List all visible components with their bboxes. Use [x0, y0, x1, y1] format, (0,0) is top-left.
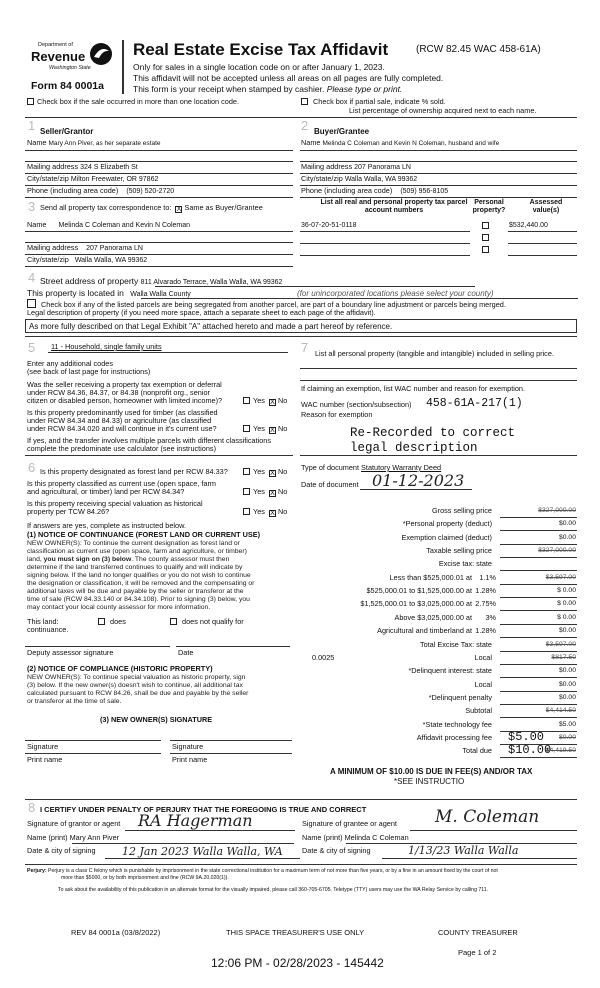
- tax-row-line: [500, 557, 577, 558]
- form-revision: REV 84 0001a (03/8/2022): [71, 928, 161, 937]
- seller-heading: Seller/Grantor: [40, 127, 94, 136]
- section-2-number: 2: [301, 118, 309, 133]
- tax-row-value[interactable]: $3,597.00: [545, 640, 576, 648]
- perjury-line-2: more than $5000, or by both imprisonment and fine (RCW 9A.20.020(1)).: [61, 875, 229, 881]
- seller-city-field[interactable]: Milton Freewater, OR 97862: [70, 176, 159, 183]
- revenue-emblem-icon: [88, 42, 114, 66]
- tax-row-label: Gross selling price: [431, 506, 492, 515]
- seller-mail-field[interactable]: 324 S Elizabeth St: [80, 164, 138, 171]
- grantor-name-label: Name (print): [27, 833, 68, 842]
- exemption-q-b: under RCW 84.36, 84.37, or 84.38 (nonprofit org., senior: [27, 388, 210, 397]
- grantor-name-row: [27, 834, 119, 843]
- tax-row-label: Local: [474, 652, 492, 662]
- exemption-yes-no[interactable]: [243, 397, 287, 406]
- tax-row-value[interactable]: $0.00: [558, 733, 576, 741]
- no-checkbox[interactable]: X: [270, 470, 275, 477]
- not-qualify-label: does not qualify for: [182, 617, 244, 626]
- grantor-signature[interactable]: RA Hagerman: [138, 811, 253, 830]
- doc-date-label: Date of document: [301, 480, 359, 489]
- exemption-reason-2[interactable]: legal description: [350, 441, 478, 455]
- grantee-signature[interactable]: M. Coleman: [435, 807, 540, 827]
- buyer-mail-field[interactable]: 207 Panorama LN: [354, 164, 411, 171]
- yes-label: Yes: [253, 424, 265, 433]
- does-label: does: [110, 617, 126, 626]
- tax-row-label: Agricultural and timberland at: [377, 626, 472, 636]
- doc-type-label: Type of document: [301, 463, 360, 472]
- timber-q-b: under RCW 84.34 and 84.33) or agriculture (as classified: [27, 416, 212, 425]
- no-label: No: [277, 507, 288, 516]
- tax-row-value[interactable]: $4,414.50: [545, 707, 576, 715]
- personal-col-header: Personal property?: [472, 199, 506, 215]
- no-label: No: [277, 467, 288, 476]
- tax-row-label: Exemption claimed (deduct): [401, 532, 492, 542]
- tax-row-label: $525,000.01 to $1,525,000.00 at: [366, 586, 472, 596]
- deputy-signature-label: Deputy assessor signature: [27, 648, 114, 657]
- assessed-col-header: Assessed value(s): [529, 199, 563, 215]
- tax-row-label: $1,525,000.01 to $3,025,000.00 at: [360, 599, 472, 609]
- seller-mail-label: Mailing address: [27, 162, 79, 171]
- title-ref: (RCW 82.45 WAC 458-61A): [416, 44, 541, 55]
- tax-row-line: [500, 624, 577, 625]
- date-grantor-label: Date & city of signing: [27, 846, 96, 855]
- notice-2-line: (3) below. If the new owner(s) doesn't wish to continue, all additional tax: [27, 682, 243, 689]
- owner-signature-label-2: Signature: [172, 742, 204, 751]
- tax-row-value[interactable]: $ 0.00: [557, 587, 576, 595]
- corr-name-field[interactable]: Melinda C Coleman and Kevin N Coleman: [58, 222, 191, 229]
- yes-label: Yes: [253, 507, 265, 516]
- notice-1-line: additional taxes will be due and payable by the seller or transferor at the: [27, 588, 244, 595]
- tax-row-line: [500, 677, 577, 678]
- corr-city-field[interactable]: Walla Walla, WA 99362: [74, 257, 148, 264]
- tax-row-value[interactable]: $0.00: [558, 520, 576, 528]
- county-note: (for unincorporated locations please select your county): [297, 289, 494, 298]
- exemption-reason-1[interactable]: Re-Recorded to correct: [350, 426, 516, 440]
- this-land-label: This land:: [27, 617, 59, 626]
- seller-name-field[interactable]: Mary Ann Piver, as her separate estate: [48, 140, 161, 147]
- tax-row-line: [500, 570, 577, 571]
- personal-checkbox-1[interactable]: [482, 222, 492, 231]
- county-field[interactable]: Walla Walla County: [130, 291, 191, 298]
- perjury-heading: Perjury:: [27, 868, 49, 874]
- tax-row-value[interactable]: $0.00: [558, 627, 576, 635]
- grantee-name-label: Name (print): [302, 833, 343, 842]
- additional-codes-label: Enter any additional codes: [27, 359, 113, 368]
- tax-row-line: [500, 704, 577, 705]
- tax-row-label: Total Excise Tax: state: [419, 639, 492, 649]
- doc-type-field[interactable]: Statutory Warranty Deed: [361, 463, 442, 472]
- historic-q-b: property per TCW 84.26?: [27, 507, 110, 516]
- tax-rate: 3%: [485, 612, 496, 622]
- buyer-city-field[interactable]: Walla Walla, WA 99362: [344, 176, 418, 183]
- tax-row-label: Subtotal: [465, 706, 492, 716]
- section-1-number: 1: [28, 118, 36, 133]
- no-label: No: [277, 424, 288, 433]
- buyer-heading: Buyer/Grantee: [314, 127, 370, 136]
- tax-row-label: Taxable selling price: [426, 546, 492, 556]
- notice-1-line: classification as current use (open space, farm and agriculture, or timber): [27, 548, 247, 555]
- grantor-date-city[interactable]: 12 Jan 2023 Walla Walla, WA: [122, 845, 283, 858]
- header-line-2: This affidavit will not be accepted unless all areas on all pages are fully completed.: [133, 73, 444, 83]
- deputy-date-label: Date: [178, 648, 194, 657]
- seller-city-row: [27, 175, 158, 184]
- header-line-3: [133, 84, 402, 94]
- tax-row-label: Affidavit processing fee: [416, 732, 492, 742]
- section-4-number: 4: [28, 270, 36, 285]
- no-checkbox[interactable]: X: [270, 399, 275, 406]
- handwritten-amount[interactable]: $10.00: [508, 743, 552, 758]
- no-checkbox[interactable]: X: [270, 427, 275, 434]
- tax-row-line: [500, 651, 577, 652]
- section-8-number: 8: [28, 800, 36, 815]
- tax-row-line: [500, 517, 577, 518]
- no-label: No: [277, 487, 288, 496]
- new-owner-signature-title: (3) NEW OWNER(S) SIGNATURE: [100, 715, 213, 724]
- personal-checkbox-3[interactable]: [482, 246, 492, 255]
- header-line-1: Only for sales in a single location code on or after January 1, 2023.: [133, 62, 385, 72]
- minimum-due-note: A MINIMUM OF $10.00 IS DUE IN FEE(S) AND/OR TAX: [330, 767, 533, 776]
- legal-description-box[interactable]: [25, 319, 577, 333]
- historic-q-a: Is this property receiving special valuation as historical: [27, 499, 203, 508]
- seller-city-label: City/state/zip: [27, 174, 69, 183]
- personal-property-label: List all personal property (tangible and intangible) included in selling price.: [315, 349, 554, 358]
- notice-1-part: land,: [27, 556, 44, 563]
- corr-mail-field[interactable]: 207 Panorama LN: [86, 245, 143, 252]
- buyer-phone-label: Phone (including area code): [301, 186, 393, 195]
- tax-row-line: [500, 584, 577, 585]
- parcel-number[interactable]: 36-07-20-51-0118: [301, 222, 357, 229]
- corr-name-label: Name: [27, 220, 47, 229]
- tax-row-label: *Delinquent interest: state: [408, 666, 492, 676]
- tax-row-value[interactable]: $ 0.00: [557, 600, 576, 608]
- corr-name-row: [27, 221, 190, 230]
- timber-q-a: Is this property predominantly used for timber (as classified: [27, 408, 218, 417]
- tax-row-line: [500, 757, 577, 758]
- ada-note: To ask about the availability of this publication in an alternate format for the visually impaired, please call 360-705-6705. Teletype (TTY) users may use the WA Relay Service by calling 711.: [58, 887, 489, 893]
- wac-number[interactable]: 458-61A-217(1): [426, 397, 523, 410]
- partial-sale-note: List percentage of ownership acquired next to each name.: [349, 106, 537, 115]
- notice-1-line: time of sale (RCW 84.33.140 or 84.34.108). Prior to signing (3) below, you: [27, 596, 250, 603]
- grantor-name[interactable]: Mary Ann Piver: [69, 833, 120, 842]
- tax-row-value[interactable]: $0.00: [558, 693, 576, 701]
- handwritten-amount[interactable]: $5.00: [508, 729, 545, 744]
- tax-row-value[interactable]: $5.00: [558, 720, 576, 728]
- tax-row-value[interactable]: $0.00: [558, 680, 576, 688]
- buyer-name-label: Name: [301, 138, 321, 147]
- correspondence-label: Send all property tax correspondence to:: [40, 203, 172, 212]
- corr-city-label: City/state/zip: [27, 255, 69, 264]
- grantee-name[interactable]: Melinda C Coleman: [344, 833, 409, 842]
- land-does-checkbox[interactable]: [98, 618, 126, 627]
- legal-description: As more fully described on that Legal Exhibit "A" attached hereto and made a part hereof by reference.: [29, 322, 393, 331]
- seller-name-row: [27, 139, 161, 148]
- forest-question: Is this property designated as forest land per RCW 84.33?: [40, 467, 228, 476]
- exemption-q-c: citizen or disabled person, homeowner with limited income)?: [27, 396, 223, 405]
- tax-rate: 1.28%: [475, 586, 496, 596]
- notice-compliance-title: (2) NOTICE OF COMPLIANCE (HISTORIC PROPERTY): [27, 664, 213, 673]
- tax-row-label: *Personal property (deduct): [402, 519, 492, 529]
- current-use-q-b: and agricultural, or timber) land per RCW 84.34?: [27, 487, 185, 496]
- notice-1-line: determine if the land transferred continues to qualify and will indicate by: [27, 564, 243, 571]
- no-label: No: [277, 396, 288, 405]
- tax-row-label: *State technology fee: [422, 719, 492, 729]
- current-use-yes-no[interactable]: [243, 488, 287, 497]
- notice-continuance-title: (1) NOTICE OF CONTINUANCE (FOREST LAND OR CURRENT USE): [27, 530, 261, 539]
- buyer-city-label: City/state/zip: [301, 174, 343, 183]
- treasurer-use-note: THIS SPACE TREASURER'S USE ONLY: [226, 928, 365, 937]
- partial-sale-label: Check box if partial sale, indicate % sold.: [313, 97, 446, 106]
- multi-parcel-note-b: complete the predominate use calculator (see instructions): [27, 444, 217, 453]
- county-treasurer-label: COUNTY TREASURER: [438, 928, 518, 937]
- tax-row-value[interactable]: $817.50: [551, 653, 576, 661]
- sig-grantor-label: Signature of grantor or agent: [27, 819, 121, 828]
- logo-revenue-text: Revenue: [31, 49, 86, 64]
- tax-row-value[interactable]: $4,419.50: [545, 747, 576, 755]
- seller-name-label: Name: [27, 138, 47, 147]
- owner-print-name-label: Print name: [27, 755, 63, 764]
- tax-row-value[interactable]: $3,597.00: [545, 573, 576, 581]
- grantee-name-row: [302, 834, 409, 843]
- tax-row-value[interactable]: $327,000.00: [538, 507, 576, 514]
- multi-parcel-note-a: If yes, and the transfer involves multiple parcels with different classifications: [27, 436, 272, 445]
- buyer-mail-label: Mailing address: [301, 162, 353, 171]
- tax-row-label: Above $3,025,000.00 at: [394, 612, 472, 622]
- local-rate: 0.0025: [312, 652, 335, 662]
- logo-dept-text: Department of: [38, 42, 73, 48]
- tax-row-line: [500, 544, 577, 545]
- tax-row-line: [500, 530, 577, 531]
- section-5-number: 5: [28, 340, 36, 355]
- notice-1-line: may contact your local county assessor for more information.: [27, 604, 211, 611]
- notice-1-line: signing below. If the land no longer qualifies or you do not wish to continue: [27, 572, 251, 579]
- tax-row-label: Local: [474, 679, 492, 689]
- receipt-stamp: 12:06 PM - 02/28/2023 - 145442: [211, 956, 384, 970]
- page-title: Real Estate Excise Tax Affidavit: [133, 40, 389, 59]
- notice-2-line: NEW OWNER(S): To continue special valuation as historic property, sign: [27, 674, 246, 681]
- section-7-number: 7: [301, 340, 309, 355]
- same-as-buyer-label: Same as Buyer/Grantee: [184, 203, 263, 212]
- certify-statement: I CERTIFY UNDER PENALTY OF PERJURY THAT THE FOREGOING IS TRUE AND CORRECT: [40, 805, 367, 814]
- tax-row-line: [500, 664, 577, 665]
- street-label: Street address of property: [40, 276, 139, 286]
- notice-1-line: the designation or classification, it will be removed and the compensating or: [27, 580, 255, 587]
- tax-row-line: [500, 717, 577, 718]
- perjury-line-1: [27, 868, 498, 874]
- tax-row-value[interactable]: $0.00: [558, 533, 576, 541]
- revenue-logo: [30, 42, 118, 76]
- continuance-label: continuance.: [27, 625, 69, 634]
- tax-row-value[interactable]: $ 0.00: [557, 613, 576, 621]
- seller-mail-row: [27, 163, 138, 172]
- historic-yes-no[interactable]: [243, 508, 287, 517]
- notice-2-line: calculated pursuant to RCW 84.26, shall be due and payable by the seller: [27, 690, 249, 697]
- notice-2-line: or transferor at the time of sale.: [27, 698, 122, 705]
- tax-row-value[interactable]: $0.00: [558, 667, 576, 675]
- buyer-name-field[interactable]: Melinda C Coleman and Kevin N Coleman, husband and wife: [322, 140, 500, 147]
- reason-label: Reason for exemption: [301, 410, 373, 419]
- multi-location-checkbox[interactable]: [27, 98, 239, 107]
- buyer-city-row: [301, 175, 417, 184]
- section-6-number: 6: [28, 460, 36, 475]
- logo-state-text: Washington State: [49, 65, 91, 71]
- notice-1-line: [27, 556, 229, 564]
- exemption-q-a: Was the seller receiving a property tax exemption or deferral: [27, 380, 222, 389]
- yes-label: Yes: [253, 467, 265, 476]
- legal-note: Legal description of property (if you need more space, attach a separate sheet to each page of the affidavit).: [27, 308, 376, 317]
- buyer-phone-row: [301, 187, 448, 196]
- yes-label: Yes: [253, 396, 265, 405]
- tax-row-value[interactable]: $327,000.00: [538, 547, 576, 555]
- notice-1-line: NEW OWNER(S): To continue the current designation as forest land or: [27, 540, 240, 547]
- no-checkbox[interactable]: X: [270, 490, 275, 497]
- tax-row-label: Less than $525,000.01 at: [389, 572, 472, 582]
- no-checkbox[interactable]: X: [270, 510, 275, 517]
- sig-grantee-label: Signature of grantee or agent: [302, 819, 397, 828]
- multi-location-label: Check box if the sale occurred in more than one location code.: [37, 97, 239, 106]
- seller-phone-label: Phone (including area code): [27, 186, 119, 195]
- wac-label: WAC number (section/subsection): [301, 400, 412, 409]
- street-field[interactable]: 811 Alvarado Terrace, Walla Walla, WA 99362: [140, 279, 283, 286]
- header-line-3-b: Please type or print.: [326, 84, 403, 94]
- corr-mail-label: Mailing address: [27, 243, 79, 252]
- tax-row-label: Excise tax: state: [438, 559, 492, 569]
- see-instructions-note: *SEE INSTRUCTIO: [394, 777, 465, 786]
- tax-row-label: *Delinquent penalty: [428, 692, 492, 702]
- doc-date-field[interactable]: 01-12-2023: [372, 471, 465, 490]
- tax-row-line: [500, 597, 577, 598]
- perjury-text: Perjury is a class C felony which is punishable by imprisonment in the state correctional institution for a maximum term of not more than five years, or by a fine in an amount fixed by the court of not: [48, 868, 498, 874]
- page-number: Page 1 of 2: [458, 948, 497, 957]
- see-back-label: (see back of last page for instructions): [27, 367, 151, 376]
- section-3-number: 3: [28, 199, 36, 214]
- timber-yes-no[interactable]: [243, 425, 287, 434]
- form-id: Form 84 0001a: [31, 80, 104, 92]
- yes-label: Yes: [253, 487, 265, 496]
- assessed-value[interactable]: $532,440.00: [509, 222, 548, 229]
- personal-checkbox-2[interactable]: [482, 234, 492, 243]
- segregated-label: Check box if any of the listed parcels are being segregated from another parcel, are part of a boundary line adjustment or parcels being merged.: [41, 300, 506, 309]
- buyer-name-row: [301, 139, 499, 148]
- tax-row-line: [500, 691, 577, 692]
- current-use-q-a: Is this property classified as current use (open space, farm: [27, 479, 216, 488]
- tax-rate: 2.75%: [475, 599, 496, 609]
- tax-row-label: Total due: [462, 746, 492, 756]
- land-not-qualify-checkbox[interactable]: [170, 618, 244, 627]
- header-line-3-a: This form is your receipt when stamped by cashier.: [133, 84, 327, 94]
- corr-city-row: [27, 256, 147, 265]
- grantee-date-city[interactable]: 1/13/23 Walla Walla: [408, 844, 519, 857]
- notice-1-part: . The county assessor must then: [131, 556, 230, 563]
- tax-rate: 1.1%: [479, 572, 496, 582]
- forest-yes-no[interactable]: [243, 468, 287, 477]
- exemption-claim-label: If claiming an exemption, list WAC number and reason for exemption.: [301, 384, 526, 393]
- land-use-code[interactable]: 11 - Household, single family units: [51, 342, 162, 351]
- owner-signature-label: Signature: [27, 742, 59, 751]
- buyer-mail-row: [301, 163, 411, 172]
- corr-mail-row: [27, 244, 143, 253]
- seller-phone-row: [27, 187, 174, 196]
- owner-print-name-label-2: Print name: [172, 755, 208, 764]
- date-grantee-label: Date & city of signing: [302, 846, 371, 855]
- if-yes-note: If answers are yes, complete as instructed below.: [27, 521, 186, 530]
- located-label: This property is located in: [27, 288, 124, 298]
- tax-row-line: [500, 637, 577, 638]
- tax-rate: 1.28%: [475, 626, 496, 636]
- parcel-col-header: List all real and personal property tax parcel account numbers: [320, 199, 468, 215]
- correspondence-row: [40, 204, 263, 213]
- timber-q-c: under RCW 84.34.020 and will continue in it's current use?: [27, 424, 217, 433]
- notice-1-bold: you must sign on (3) below: [43, 556, 132, 563]
- buyer-phone-field[interactable]: (509) 956-8105: [400, 188, 449, 195]
- tax-row-line: [500, 610, 577, 611]
- seller-phone-field[interactable]: (509) 520-2720: [126, 188, 175, 195]
- same-as-buyer-checkbox[interactable]: X: [176, 206, 182, 213]
